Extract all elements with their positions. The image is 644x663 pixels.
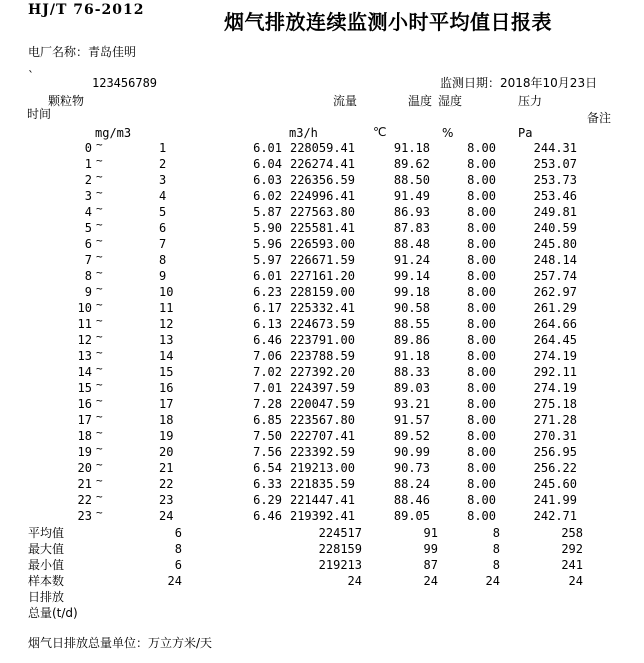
cell-flow: 223567.80	[289, 413, 355, 427]
tilde-separator: ~	[96, 426, 103, 439]
tilde-separator: ~	[96, 410, 103, 423]
hour-end: 8	[159, 253, 167, 267]
cell-pm: 6.54	[253, 461, 282, 475]
cell-pm: 7.01	[253, 381, 282, 395]
plant-name: 电厂名称：青岛佳明	[28, 45, 137, 59]
cell-pm: 6.04	[253, 157, 282, 171]
cell-pressure: 270.31	[533, 429, 577, 443]
cell-humidity: 8.00	[467, 253, 496, 267]
summary-value: 228159	[318, 542, 362, 556]
column-header-pm: 颗粒物	[48, 94, 85, 108]
cell-pm: 5.96	[253, 237, 282, 251]
cell-pressure: 256.22	[533, 461, 577, 475]
standard-code: HJ/T 76-2012	[28, 2, 145, 18]
cell-pressure: 249.81	[533, 205, 577, 219]
cell-temperature: 89.62	[393, 157, 430, 171]
cell-pressure: 253.73	[533, 173, 577, 187]
hour-start: 17	[77, 413, 92, 427]
cell-pressure: 256.95	[533, 445, 577, 459]
cell-flow: 223392.59	[289, 445, 355, 459]
cell-pressure: 248.14	[533, 253, 577, 267]
summary-value: 8	[174, 542, 182, 556]
tilde-separator: ~	[96, 314, 103, 327]
cell-temperature: 91.57	[393, 413, 430, 427]
cell-temperature: 99.18	[393, 285, 430, 299]
unit-pm: mg/m3	[95, 126, 132, 140]
cell-pressure: 264.66	[533, 317, 577, 331]
cell-pm: 6.46	[253, 509, 282, 523]
tilde-separator: ~	[96, 170, 103, 183]
cell-temperature: 90.58	[393, 301, 430, 315]
cell-flow: 224996.41	[289, 189, 355, 203]
cell-pressure: 274.19	[533, 349, 577, 363]
tilde-separator: ~	[96, 330, 103, 343]
cell-pm: 7.06	[253, 349, 282, 363]
hour-start: 4	[84, 205, 92, 219]
summary-row	[0, 575, 644, 591]
hour-start: 16	[77, 397, 92, 411]
hour-start: 12	[77, 333, 92, 347]
summary-value: 87	[423, 558, 438, 572]
footer-unit-note: 烟气日排放总量单位：万立方米/天	[28, 636, 213, 650]
cell-flow: 225332.41	[289, 301, 355, 315]
column-header-humidity: 湿度	[438, 94, 463, 108]
cell-flow: 226356.59	[289, 173, 355, 187]
summary-value: 241	[561, 558, 583, 572]
cell-pressure: 241.99	[533, 493, 577, 507]
cell-humidity: 8.00	[467, 461, 496, 475]
hour-end: 17	[159, 397, 174, 411]
cell-flow: 227161.20	[289, 269, 355, 283]
tilde-separator: ~	[96, 362, 103, 375]
cell-humidity: 8.00	[467, 237, 496, 251]
tilde-separator: ~	[96, 266, 103, 279]
cell-humidity: 8.00	[467, 445, 496, 459]
cell-pm: 5.90	[253, 221, 282, 235]
cell-pm: 6.13	[253, 317, 282, 331]
hour-end: 21	[159, 461, 174, 475]
serial-number: 123456789	[92, 76, 158, 90]
cell-flow: 227563.80	[289, 205, 355, 219]
cell-humidity: 8.00	[467, 317, 496, 331]
hour-start: 21	[77, 477, 92, 491]
summary-value: 6	[174, 526, 182, 540]
hour-start: 9	[84, 285, 92, 299]
summary-value: 258	[561, 526, 583, 540]
cell-pressure: 264.45	[533, 333, 577, 347]
cell-humidity: 8.00	[467, 381, 496, 395]
cell-humidity: 8.00	[467, 301, 496, 315]
cell-humidity: 8.00	[467, 397, 496, 411]
column-header-note: 备注	[587, 111, 612, 125]
tilde-separator: ~	[96, 490, 103, 503]
hour-end: 16	[159, 381, 174, 395]
cell-pressure: 245.80	[533, 237, 577, 251]
cell-humidity: 8.00	[467, 333, 496, 347]
hour-start: 20	[77, 461, 92, 475]
cell-humidity: 8.00	[467, 221, 496, 235]
cell-flow: 224673.59	[289, 317, 355, 331]
monitor-date: 监测日期：2018年10月23日	[440, 76, 598, 90]
cell-flow: 220047.59	[289, 397, 355, 411]
summary-label: 最大值	[28, 542, 65, 556]
summary-value: 99	[423, 542, 438, 556]
hour-start: 18	[77, 429, 92, 443]
hour-end: 23	[159, 493, 174, 507]
hour-start: 11	[77, 317, 92, 331]
cell-pressure: 253.07	[533, 157, 577, 171]
cell-humidity: 8.00	[467, 413, 496, 427]
hour-start: 13	[77, 349, 92, 363]
cell-temperature: 88.24	[393, 477, 430, 491]
cell-pressure: 261.29	[533, 301, 577, 315]
cell-flow: 221447.41	[289, 493, 355, 507]
cell-flow: 223788.59	[289, 349, 355, 363]
cell-flow: 227392.20	[289, 365, 355, 379]
hour-end: 20	[159, 445, 174, 459]
cell-humidity: 8.00	[467, 429, 496, 443]
hour-start: 5	[84, 221, 92, 235]
cell-pressure: 275.18	[533, 397, 577, 411]
cell-pressure: 245.60	[533, 477, 577, 491]
tilde-separator: ~	[96, 186, 103, 199]
summary-label: 样本数	[28, 574, 65, 588]
hour-end: 5	[159, 205, 167, 219]
tilde-separator: ~	[96, 458, 103, 471]
tilde-separator: ~	[96, 138, 103, 151]
hour-end: 6	[159, 221, 167, 235]
hour-end: 4	[159, 189, 167, 203]
hour-start: 22	[77, 493, 92, 507]
cell-temperature: 89.86	[393, 333, 430, 347]
cell-humidity: 8.00	[467, 493, 496, 507]
cell-pressure: 262.97	[533, 285, 577, 299]
summary-value: 24	[167, 574, 182, 588]
cell-humidity: 8.00	[467, 269, 496, 283]
cell-pm: 6.33	[253, 477, 282, 491]
hour-end: 2	[159, 157, 167, 171]
summary-row	[0, 527, 644, 543]
daily-emission-label-line2: 总量(t/d)	[28, 606, 78, 620]
column-header-temperature: 温度	[408, 94, 433, 108]
cell-flow: 225581.41	[289, 221, 355, 235]
cell-humidity: 8.00	[467, 477, 496, 491]
cell-flow: 219213.00	[289, 461, 355, 475]
unit-temperature: ℃	[373, 125, 387, 139]
summary-value: 219213	[318, 558, 362, 572]
hour-start: 1	[84, 157, 92, 171]
cell-pm: 6.01	[253, 141, 282, 155]
report-title: 烟气排放连续监测小时平均值日报表	[224, 10, 552, 34]
tilde-separator: ~	[96, 234, 103, 247]
cell-pressure: 274.19	[533, 381, 577, 395]
summary-value: 224517	[318, 526, 362, 540]
cell-temperature: 88.46	[393, 493, 430, 507]
column-header-time: 时间	[27, 107, 52, 121]
hour-end: 24	[159, 509, 174, 523]
tilde-separator: ~	[96, 154, 103, 167]
summary-value: 292	[561, 542, 583, 556]
cell-temperature: 88.50	[393, 173, 430, 187]
cell-humidity: 8.00	[467, 365, 496, 379]
cell-temperature: 86.93	[393, 205, 430, 219]
hour-start: 14	[77, 365, 92, 379]
cell-flow: 222707.41	[289, 429, 355, 443]
column-header-flow: 流量	[333, 94, 358, 108]
summary-label: 最小值	[28, 558, 65, 572]
cell-flow: 223791.00	[289, 333, 355, 347]
cell-pm: 7.28	[253, 397, 282, 411]
summary-value: 24	[347, 574, 362, 588]
hour-start: 15	[77, 381, 92, 395]
unit-humidity: %	[442, 126, 454, 140]
cell-humidity: 8.00	[467, 141, 496, 155]
tilde-separator: ~	[96, 346, 103, 359]
hour-start: 0	[84, 141, 92, 155]
hour-end: 12	[159, 317, 174, 331]
summary-value: 91	[423, 526, 438, 540]
cell-temperature: 91.24	[393, 253, 430, 267]
summary-row	[0, 543, 644, 559]
cell-pm: 5.97	[253, 253, 282, 267]
cell-temperature: 91.49	[393, 189, 430, 203]
daily-emission-label-line1: 日排放	[28, 590, 65, 604]
cell-temperature: 90.99	[393, 445, 430, 459]
cell-temperature: 91.18	[393, 141, 430, 155]
tilde-separator: ~	[96, 298, 103, 311]
tick-mark: `	[28, 69, 34, 83]
cell-pm: 5.87	[253, 205, 282, 219]
cell-temperature: 91.18	[393, 349, 430, 363]
cell-flow: 219392.41	[289, 509, 355, 523]
cell-temperature: 99.14	[393, 269, 430, 283]
hour-end: 1	[159, 141, 167, 155]
cell-pm: 6.29	[253, 493, 282, 507]
unit-pressure: Pa	[518, 126, 533, 140]
hour-end: 19	[159, 429, 174, 443]
cell-pm: 6.01	[253, 269, 282, 283]
cell-humidity: 8.00	[467, 173, 496, 187]
cell-pm: 6.23	[253, 285, 282, 299]
cell-pm: 6.85	[253, 413, 282, 427]
tilde-separator: ~	[96, 394, 103, 407]
summary-value: 8	[492, 542, 500, 556]
hour-start: 7	[84, 253, 92, 267]
summary-value: 8	[492, 526, 500, 540]
summary-value: 24	[423, 574, 438, 588]
cell-flow: 228159.00	[289, 285, 355, 299]
cell-pressure: 242.71	[533, 509, 577, 523]
cell-pressure: 244.31	[533, 141, 577, 155]
unit-flow: m3/h	[289, 126, 318, 140]
cell-temperature: 87.83	[393, 221, 430, 235]
cell-temperature: 93.21	[393, 397, 430, 411]
cell-temperature: 90.73	[393, 461, 430, 475]
summary-value: 24	[568, 574, 583, 588]
cell-pm: 6.17	[253, 301, 282, 315]
hour-start: 6	[84, 237, 92, 251]
cell-flow: 228059.41	[289, 141, 355, 155]
summary-row	[0, 559, 644, 575]
cell-temperature: 88.33	[393, 365, 430, 379]
cell-humidity: 8.00	[467, 509, 496, 523]
summary-value: 8	[492, 558, 500, 572]
hour-end: 14	[159, 349, 174, 363]
cell-temperature: 89.03	[393, 381, 430, 395]
tilde-separator: ~	[96, 378, 103, 391]
hour-end: 18	[159, 413, 174, 427]
hour-end: 11	[159, 301, 174, 315]
hour-start: 10	[77, 301, 92, 315]
cell-temperature: 89.05	[393, 509, 430, 523]
cell-pressure: 292.11	[533, 365, 577, 379]
cell-pressure: 253.46	[533, 189, 577, 203]
cell-humidity: 8.00	[467, 205, 496, 219]
hour-start: 8	[84, 269, 92, 283]
tilde-separator: ~	[96, 202, 103, 215]
hour-start: 2	[84, 173, 92, 187]
summary-label: 平均值	[28, 526, 65, 540]
cell-flow: 226274.41	[289, 157, 355, 171]
hour-start: 23	[77, 509, 92, 523]
cell-humidity: 8.00	[467, 285, 496, 299]
table-row	[0, 506, 644, 526]
cell-pm: 6.02	[253, 189, 282, 203]
hour-end: 22	[159, 477, 174, 491]
cell-temperature: 89.52	[393, 429, 430, 443]
cell-pm: 6.46	[253, 333, 282, 347]
hour-start: 19	[77, 445, 92, 459]
cell-humidity: 8.00	[467, 349, 496, 363]
cell-humidity: 8.00	[467, 189, 496, 203]
hour-start: 3	[84, 189, 92, 203]
cell-pressure: 240.59	[533, 221, 577, 235]
cell-temperature: 88.55	[393, 317, 430, 331]
cell-pressure: 271.28	[533, 413, 577, 427]
cell-flow: 226671.59	[289, 253, 355, 267]
hour-end: 10	[159, 285, 174, 299]
tilde-separator: ~	[96, 506, 103, 519]
cell-flow: 221835.59	[289, 477, 355, 491]
cell-humidity: 8.00	[467, 157, 496, 171]
tilde-separator: ~	[96, 218, 103, 231]
column-header-pressure: 压力	[518, 94, 543, 108]
summary-value: 6	[174, 558, 182, 572]
cell-pm: 7.56	[253, 445, 282, 459]
hour-end: 7	[159, 237, 167, 251]
cell-flow: 224397.59	[289, 381, 355, 395]
cell-pm: 7.02	[253, 365, 282, 379]
hour-end: 15	[159, 365, 174, 379]
cell-pressure: 257.74	[533, 269, 577, 283]
cell-flow: 226593.00	[289, 237, 355, 251]
hour-end: 9	[159, 269, 167, 283]
hour-end: 13	[159, 333, 174, 347]
tilde-separator: ~	[96, 474, 103, 487]
cell-temperature: 88.48	[393, 237, 430, 251]
tilde-separator: ~	[96, 282, 103, 295]
tilde-separator: ~	[96, 442, 103, 455]
tilde-separator: ~	[96, 250, 103, 263]
cell-pm: 6.03	[253, 173, 282, 187]
hour-end: 3	[159, 173, 167, 187]
summary-value: 24	[485, 574, 500, 588]
cell-pm: 7.50	[253, 429, 282, 443]
